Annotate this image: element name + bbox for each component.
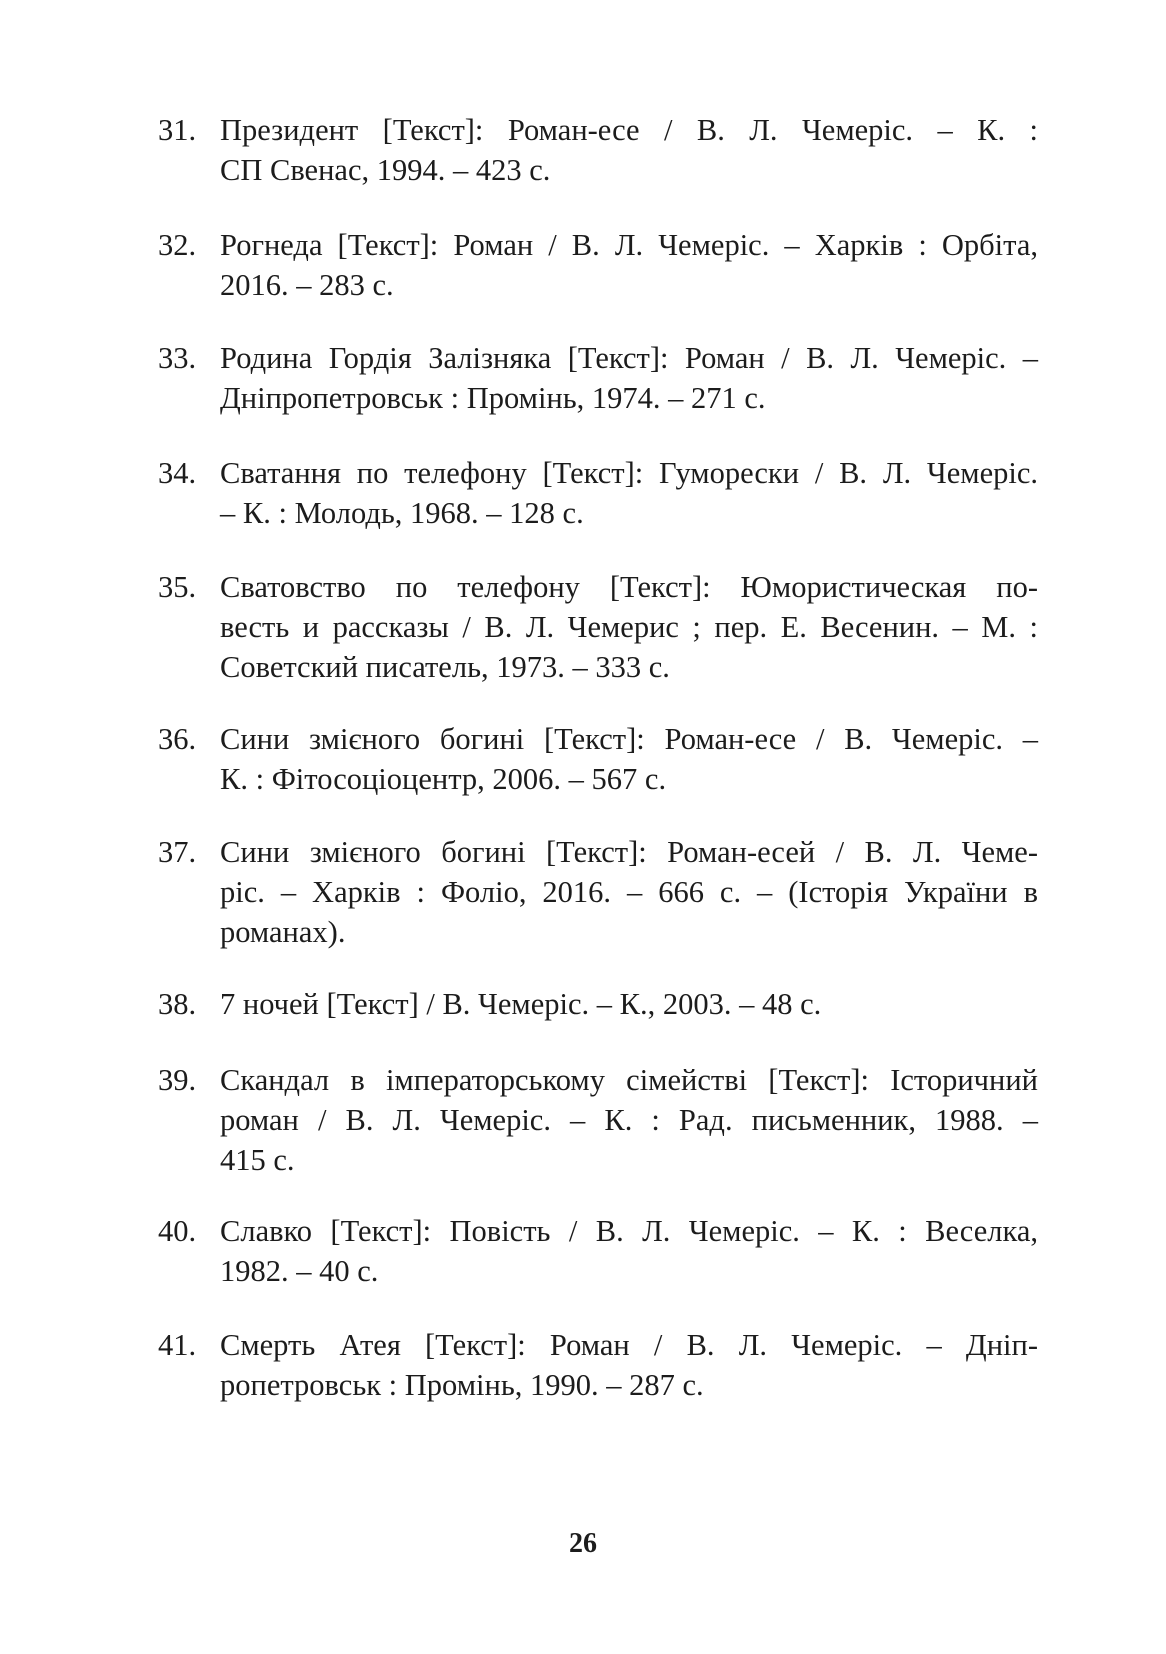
bibliography-entry xyxy=(158,567,1038,687)
entry-line: Славко [Текст]: Повість / В. Л. Чемеріс. – К. : Веселка, xyxy=(220,1214,1038,1248)
entry-line: 7 ночей [Текст] / В. Чемеріс. – К., 2003. – 48 с. xyxy=(220,987,822,1021)
entry-line: Советский писатель, 1973. – 333 с. xyxy=(220,650,670,684)
entry-line: весть и рассказы / В. Л. Чемерис ; пер. Е. Весенин. – М. : xyxy=(220,610,1038,644)
entry-number: 36. xyxy=(158,722,197,756)
entry-number: 39. xyxy=(158,1063,197,1097)
entry-line: Смерть Атея [Текст]: Роман / В. Л. Чемеріс. – Дніп- xyxy=(220,1328,1038,1362)
entry-text xyxy=(220,984,1038,1024)
entry-text xyxy=(220,1211,1038,1291)
entry-line: Рогнеда [Текст]: Роман / В. Л. Чемеріс. – Харків : Орбіта, xyxy=(220,228,1038,262)
entry-text xyxy=(220,453,1038,533)
bibliography-entry xyxy=(158,832,1038,952)
entry-line: ропетровськ : Промінь, 1990. – 287 с. xyxy=(220,1368,704,1402)
bibliography-entry xyxy=(158,984,1038,1024)
entry-line: Дніпропетровськ : Промінь, 1974. – 271 с. xyxy=(220,381,766,415)
entry-number: 38. xyxy=(158,987,197,1021)
entry-line: СП Свенас, 1994. – 423 с. xyxy=(220,153,551,187)
bibliography-entry xyxy=(158,719,1038,799)
entry-line: Скандал в імператорському сімействі [Текст]: Історичний xyxy=(220,1063,1038,1097)
bibliography-entry xyxy=(158,453,1038,533)
bibliography-entry xyxy=(158,1060,1038,1180)
entry-line: роман / В. Л. Чемеріс. – К. : Рад. письменник, 1988. – xyxy=(220,1103,1038,1137)
entry-number: 33. xyxy=(158,341,197,375)
bibliography-entry xyxy=(158,338,1038,418)
entry-line: Родина Гордія Залізняка [Текст]: Роман / В. Л. Чемеріс. – xyxy=(220,341,1038,375)
entry-line: ріс. – Харків : Фоліо, 2016. – 666 с. – (Історія України в xyxy=(220,875,1038,909)
entry-number: 32. xyxy=(158,228,197,262)
entry-text xyxy=(220,225,1038,305)
entry-text xyxy=(220,110,1038,190)
entry-line: Сватання по телефону [Текст]: Гуморески / В. Л. Чемеріс. xyxy=(220,456,1038,490)
entry-number: 34. xyxy=(158,456,197,490)
entry-number: 40. xyxy=(158,1214,197,1248)
entry-text xyxy=(220,832,1038,952)
entry-line: 2016. – 283 с. xyxy=(220,268,394,302)
entry-line: Президент [Текст]: Роман-есе / В. Л. Чемеріс. – К. : xyxy=(220,113,1038,147)
bibliography-entry xyxy=(158,1325,1038,1405)
entry-text xyxy=(220,1325,1038,1405)
entry-line: романах). xyxy=(220,915,346,949)
entry-line: 415 с. xyxy=(220,1143,295,1177)
entry-number: 35. xyxy=(158,570,197,604)
entry-line: Сватовство по телефону [Текст]: Юмористическая по- xyxy=(220,570,1038,604)
entry-line: Сини змієного богині [Текст]: Роман-есей / В. Л. Чеме- xyxy=(220,835,1038,869)
entry-text xyxy=(220,338,1038,418)
entry-number: 41. xyxy=(158,1328,197,1362)
entry-line: К. : Фітосоціоцентр, 2006. – 567 с. xyxy=(220,762,667,796)
entry-text xyxy=(220,1060,1038,1180)
entry-text xyxy=(220,719,1038,799)
entry-text xyxy=(220,567,1038,687)
entry-number: 31. xyxy=(158,113,197,147)
page-number: 26 xyxy=(569,1528,597,1559)
entry-number: 37. xyxy=(158,835,197,869)
entry-line: – К. : Молодь, 1968. – 128 с. xyxy=(220,496,584,530)
entry-line: 1982. – 40 с. xyxy=(220,1254,379,1288)
bibliography-entry xyxy=(158,1211,1038,1291)
bibliography-entry xyxy=(158,110,1038,190)
entry-line: Сини змієного богині [Текст]: Роман-есе / В. Чемеріс. – xyxy=(220,722,1038,756)
bibliography-entry xyxy=(158,225,1038,305)
